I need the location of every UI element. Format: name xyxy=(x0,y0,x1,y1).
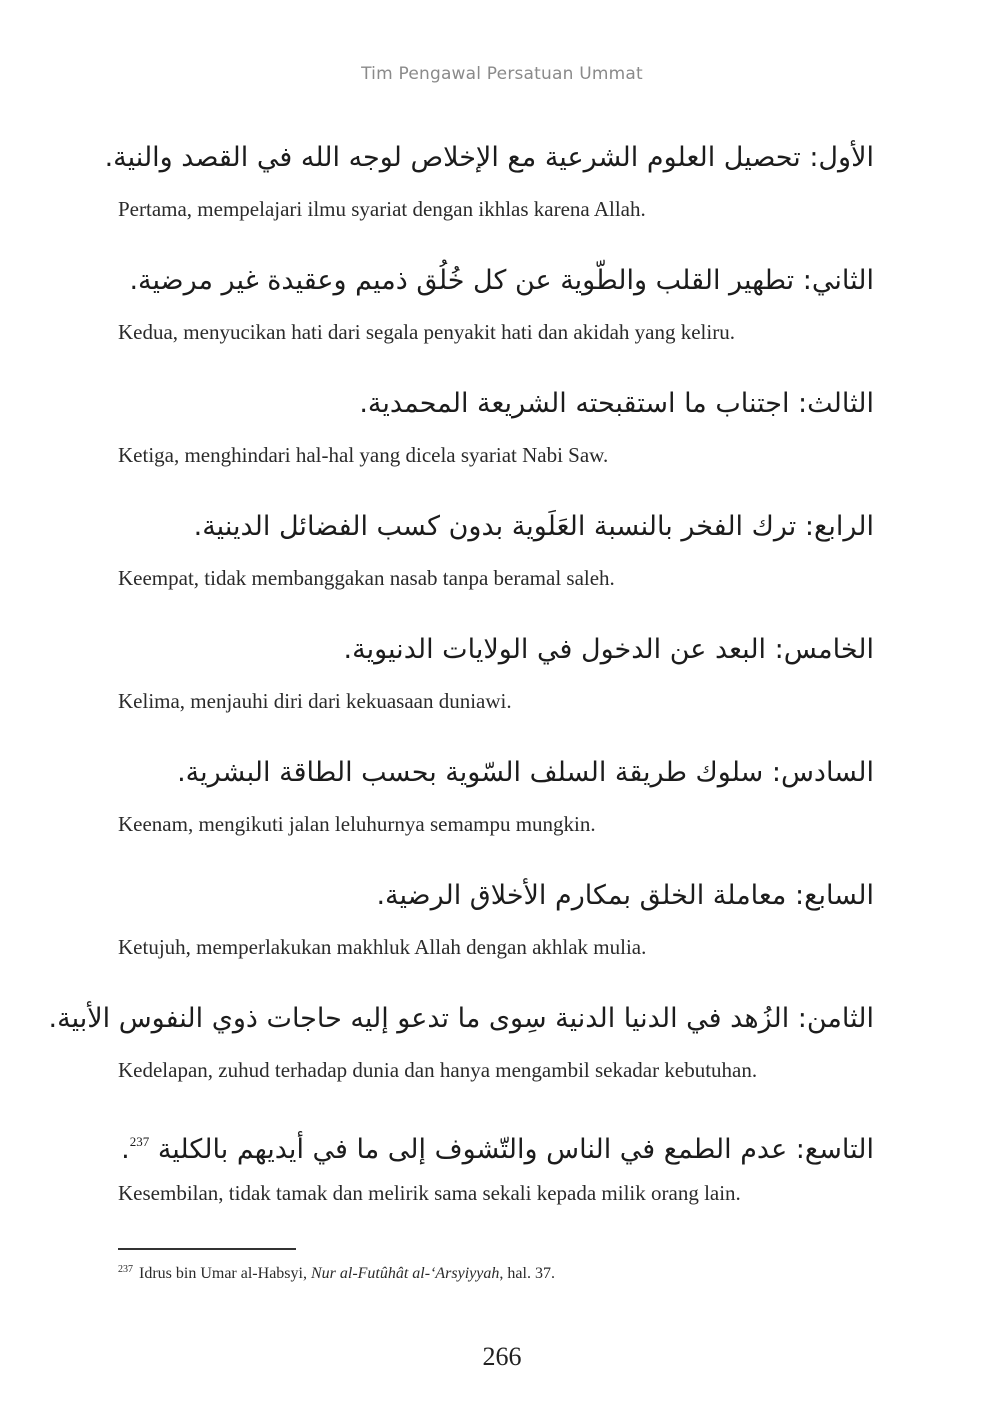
translation-text: Kelima, menjauhi diri dari kekuasaan duniawi. xyxy=(118,689,512,713)
translation-text: Keempat, tidak membanggakan nasab tanpa beramal saleh. xyxy=(118,566,615,590)
entry-5 xyxy=(118,620,874,743)
footnote-ref[interactable]: 237 xyxy=(129,1134,150,1149)
entry-list xyxy=(48,128,874,1235)
arabic-text xyxy=(118,1120,874,1172)
entry-2 xyxy=(118,251,874,374)
translation-text: Ketujuh, memperlakukan makhluk Allah dengan akhlak mulia. xyxy=(118,935,647,959)
arabic-text: السابع: معاملة الخلق بمكارم الأخلاق الرضية. xyxy=(376,880,874,911)
entry-8 xyxy=(48,989,874,1112)
entry-6 xyxy=(118,743,874,866)
footnote-divider xyxy=(118,1248,296,1250)
running-header: Tim Pengawal Persatuan Ummat xyxy=(361,64,643,84)
arabic-text: الثالث: اجتناب ما استقبحته الشريعة المحمدية. xyxy=(359,388,874,419)
arabic-text-period: . xyxy=(121,1134,130,1165)
arabic-text: السادس: سلوك طريقة السلف السّوية بحسب الطاقة البشرية. xyxy=(177,757,874,788)
arabic-text-body: التاسع: عدم الطمع في الناس والتّشوف إلى ما في أيديهم بالكلية xyxy=(157,1134,874,1165)
entry-4 xyxy=(118,497,874,620)
entry-9 xyxy=(118,1112,874,1235)
footnote-title: Nur al-Futûhât al-‘Arsyiyyah xyxy=(310,1265,500,1282)
entry-7 xyxy=(118,866,874,989)
translation-text: Ketiga, menghindari hal-hal yang dicela syariat Nabi Saw. xyxy=(118,443,609,467)
arabic-text: الأول: تحصيل العلوم الشرعية مع الإخلاص لوجه الله في القصد والنية. xyxy=(104,142,874,173)
entry-3 xyxy=(118,374,874,497)
arabic-text: الثامن: الزُهد في الدنيا الدنية سِوى ما تدعو إليه حاجات ذوي النفوس الأبية. xyxy=(48,1003,874,1034)
footnote-author: Idrus bin Umar al-Habsyi, xyxy=(139,1265,311,1282)
translation-text: Kesembilan, tidak tamak dan melirik sama sekali kepada milik orang lain. xyxy=(118,1181,741,1205)
arabic-text: الثاني: تطهير القلب والطّوية عن كل خُلُق ذميم وعقيدة غير مرضية. xyxy=(129,265,874,296)
page-number: 266 xyxy=(482,1342,522,1371)
arabic-text: الرابع: ترك الفخر بالنسبة العَلَوية بدون كسب الفضائل الدينية. xyxy=(193,511,874,542)
footnote xyxy=(118,1264,874,1283)
arabic-text: الخامس: البعد عن الدخول في الولايات الدنيوية. xyxy=(343,634,874,665)
footnote-rest: , hal. 37. xyxy=(499,1265,555,1282)
entry-1 xyxy=(104,128,874,251)
footnote-number: 237 xyxy=(118,1264,133,1275)
translation-text: Pertama, mempelajari ilmu syariat dengan ikhlas karena Allah. xyxy=(118,197,646,221)
translation-text: Keenam, mengikuti jalan leluhurnya semampu mungkin. xyxy=(118,812,596,836)
translation-text: Kedelapan, zuhud terhadap dunia dan hanya mengambil sekadar kebutuhan. xyxy=(118,1058,758,1082)
translation-text: Kedua, menyucikan hati dari segala penyakit hati dan akidah yang keliru. xyxy=(118,320,735,344)
